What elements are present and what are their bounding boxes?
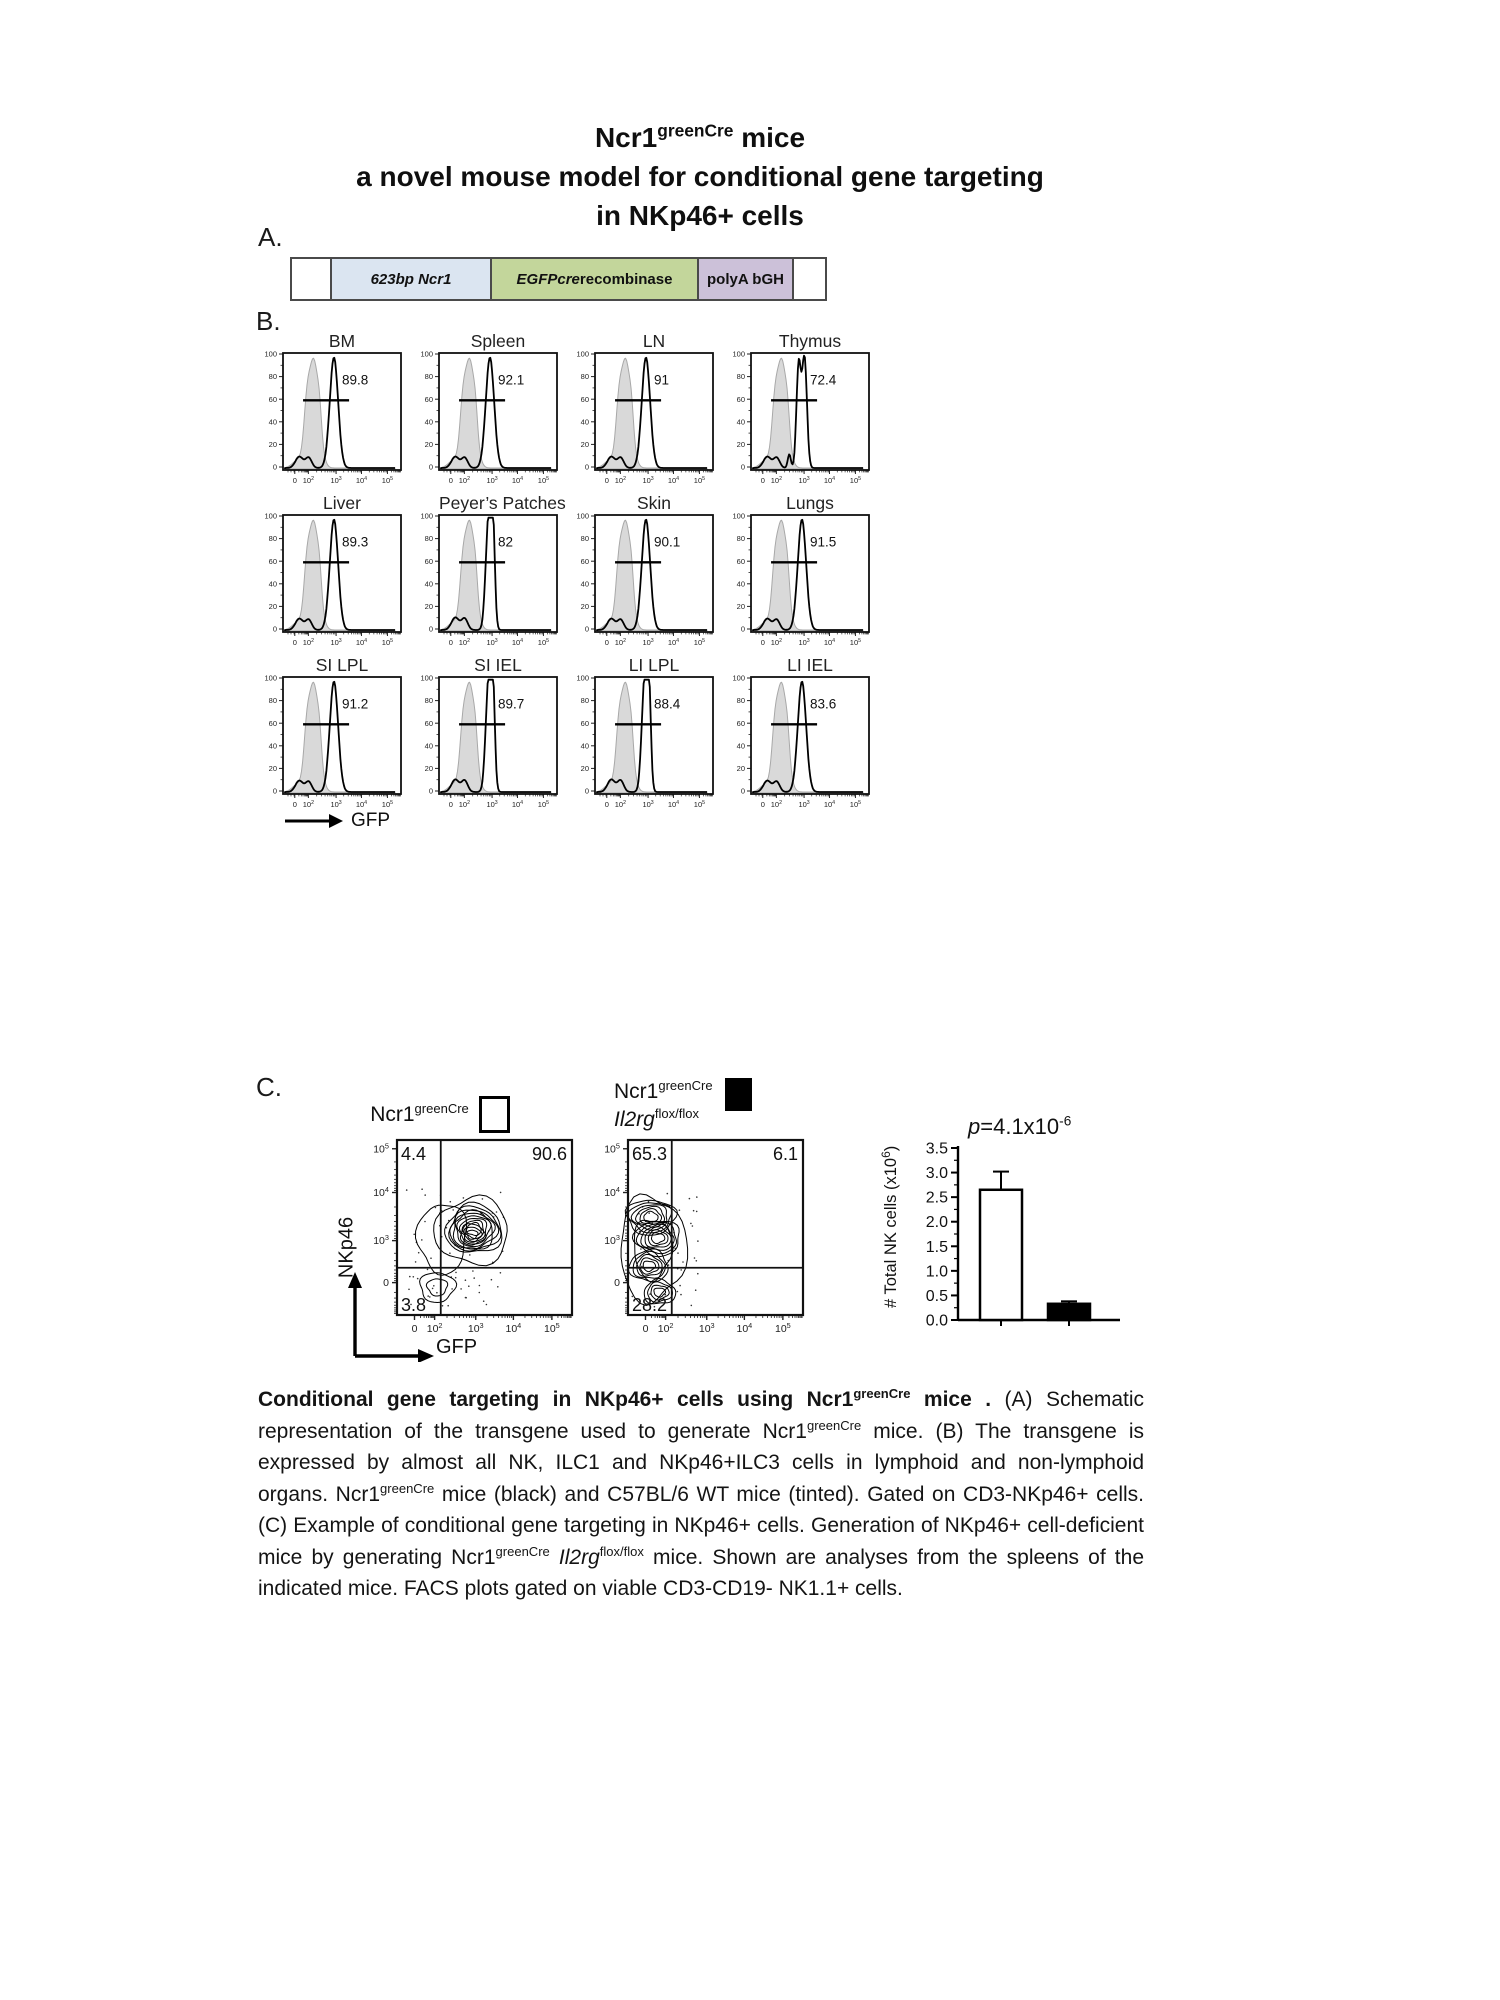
tick-label: $10^4$ [373,1185,389,1199]
histogram-li-lpl [565,655,717,809]
svg-text:40: 40 [424,579,433,589]
tick-label: 0 [604,800,609,809]
tick-label: $10^5$ [381,476,394,485]
tick-label: $10^5$ [381,800,394,809]
tick-label: $10^4$ [823,476,836,485]
tick-label: $10^2$ [458,800,471,809]
tick-label: $10^3$ [330,800,342,809]
histogram-svg [565,675,717,817]
svg-text:20: 20 [580,764,589,773]
bar-y-tick: 3.0 [925,1165,948,1183]
svg-text:80: 80 [736,372,745,382]
svg-text:80: 80 [424,372,433,382]
svg-text:0: 0 [428,624,433,634]
title-line-1: $Ncr1^{greenCre}$ mice [594,120,806,153]
bar-y-tick: 1.0 [925,1263,948,1281]
gate-percentage: 82 [498,534,514,550]
histogram-svg [721,351,873,493]
svg-text:0: 0 [428,786,433,796]
histogram-svg [253,351,405,493]
gfp-label-b: GFP [351,810,391,831]
svg-text:100: 100 [264,675,277,683]
gate-percentage: 91 [654,372,670,388]
tissue-title: Skin [636,493,672,513]
svg-text:20: 20 [424,764,433,773]
tick-label: $10^4$ [667,638,680,647]
gfp-label-c: GFP [436,1336,478,1358]
tick-label: $10^3$ [486,638,498,647]
histogram-lungs [721,493,873,647]
svg-text:40: 40 [580,579,589,589]
svg-text:100: 100 [420,513,433,521]
tick-label: $10^2$ [614,476,627,485]
tick-label: $10^5$ [693,476,706,485]
panel-b-label: B. [256,306,281,336]
svg-text:60: 60 [424,556,433,566]
tick-label: $10^5$ [373,1141,389,1156]
tick-label: $10^2$ [458,638,471,647]
histogram-li-iel [721,655,873,809]
histogram-spleen [409,331,561,485]
tick-label: $10^4$ [505,1321,522,1335]
tick-label: $10^5$ [537,638,550,647]
svg-text:0: 0 [584,624,589,634]
svg-text:80: 80 [424,534,433,544]
tissue-title: Peyer’s Patches [439,493,566,513]
bar-y-tick: 2.5 [925,1189,948,1207]
tissue-title: SI IEL [474,655,522,675]
tick-label: 0 [448,476,453,485]
svg-text:80: 80 [580,534,589,544]
quadrant-upper-left: 4.4 [401,1144,427,1164]
svg-text:20: 20 [580,440,589,449]
svg-text:60: 60 [424,394,433,404]
figure-title [0,118,1400,235]
svg-text:20: 20 [736,440,745,449]
gate-percentage: 91.5 [810,534,837,550]
svg-text:80: 80 [736,696,745,706]
panel-a-label: A. [258,222,283,252]
facs-title-ncr1greencre [340,1096,540,1133]
histogram-si-lpl [253,655,405,809]
wt-distribution [285,520,395,631]
svg-text:40: 40 [580,741,589,751]
wt-distribution [597,358,707,469]
svg-text:100: 100 [420,351,433,359]
tick-label: $10^3$ [798,638,810,647]
gfp-axis-label-panel-b [283,810,390,832]
tick-label: $10^2$ [770,476,783,485]
tissue-title: LN [642,331,666,351]
wt-distribution [597,520,707,631]
histogram-si-iel [409,655,561,809]
svg-text:0: 0 [740,462,745,472]
svg-text:60: 60 [268,718,277,728]
svg-text:100: 100 [732,351,745,359]
svg-text:40: 40 [736,741,745,751]
transgene-construct-diagram [290,257,827,301]
tick-label: 0 [760,800,765,809]
tissue-title: Thymus [778,331,842,351]
tick-label: $10^5$ [849,638,862,647]
tick-label: $10^4$ [667,800,680,809]
tick-label: $10^2$ [770,800,783,809]
facs-title-ncr1greencre-il2rg [614,1078,752,1134]
histogram-svg [253,513,405,655]
tissue-title: BM [328,331,356,351]
axis-corner-arrows-icon [346,1270,446,1362]
svg-text:80: 80 [268,696,277,706]
tissue-title: LI IEL [787,655,833,675]
svg-text:20: 20 [424,602,433,611]
quadrant-lower-left: 28.2 [632,1295,668,1315]
tick-label: $10^3$ [642,638,654,647]
gate-percentage: 92.1 [498,372,525,388]
tick-label: 0 [642,1323,649,1335]
tick-label: $10^4$ [355,476,368,485]
histogram-svg [409,351,561,493]
histogram-skin [565,493,717,647]
svg-text:100: 100 [264,351,277,359]
tick-label: $10^3$ [798,800,810,809]
tick-label: 0 [760,476,765,485]
tick-label: $10^5$ [381,638,394,647]
svg-text:20: 20 [736,764,745,773]
svg-text:40: 40 [580,417,589,427]
svg-text:40: 40 [268,579,277,589]
facs-plot-2-svg [581,1136,816,1348]
construct-segment-1: 623bp Ncr1 [330,259,490,299]
bar-ncr1greencre [980,1190,1022,1320]
tick-label: $10^3$ [486,800,498,809]
tick-label: $10^3$ [486,476,498,485]
tick-label: $10^2$ [302,800,315,809]
svg-text:100: 100 [732,675,745,683]
tick-label: 0 [292,476,297,485]
tick-label: 0 [448,638,453,647]
tick-label: 0 [614,1277,620,1290]
bar-y-tick: 1.5 [925,1238,948,1256]
tick-label: $10^2$ [302,476,315,485]
histogram-peyer-s-patches [409,493,566,647]
svg-text:20: 20 [268,440,277,449]
svg-text:60: 60 [736,394,745,404]
histogram-svg [253,675,405,817]
tick-label: $10^4$ [604,1185,620,1199]
tick-label: $10^4$ [511,800,524,809]
bar-ncr1greencre-il2rg [1048,1304,1090,1320]
svg-text:40: 40 [268,417,277,427]
wt-distribution [441,358,551,469]
svg-text:80: 80 [268,534,277,544]
svg-text:0: 0 [272,786,277,796]
gate-percentage: 90.1 [654,534,681,550]
wt-distribution [753,682,863,793]
histogram-ln [565,331,717,485]
tick-label: $10^5$ [693,638,706,647]
tissue-title: Spleen [470,331,526,351]
svg-text:100: 100 [420,675,433,683]
construct-segment-4 [792,259,825,299]
svg-text:60: 60 [736,556,745,566]
open-square-legend-swatch [479,1096,510,1133]
tick-label: $10^4$ [355,638,368,647]
svg-text:60: 60 [580,718,589,728]
tick-label: $10^2$ [614,638,627,647]
tick-label: $10^5$ [604,1141,620,1156]
svg-text:80: 80 [424,696,433,706]
histogram-thymus [721,331,873,485]
tick-label: $10^2$ [458,476,471,485]
tick-label: $10^5$ [849,800,862,809]
panel-c-label: C. [256,1072,282,1102]
bar-y-tick: 0.0 [925,1312,948,1330]
tissue-title: Liver [323,493,361,513]
tick-label: $10^2$ [614,800,627,809]
svg-text:0: 0 [740,624,745,634]
svg-text:40: 40 [424,417,433,427]
svg-text:80: 80 [736,534,745,544]
bar-chart-svg [880,1112,1150,1347]
svg-text:60: 60 [580,556,589,566]
svg-text:60: 60 [424,718,433,728]
title-line-2: a novel mouse model for conditional gene targeting [356,161,1044,192]
tick-label: $10^4$ [355,800,368,809]
gate-percentage: 83.6 [810,696,837,712]
gate-percentage: 89.3 [342,534,369,550]
svg-text:20: 20 [580,602,589,611]
tick-label: $10^3$ [373,1233,389,1248]
svg-text:80: 80 [580,372,589,382]
filled-square-legend-swatch [725,1078,752,1111]
quadrant-upper-right: 90.6 [531,1144,567,1164]
tick-label: $10^3$ [604,1233,620,1248]
tissue-title: Lungs [786,493,834,513]
svg-text:80: 80 [268,372,277,382]
tick-label: 0 [411,1323,418,1335]
svg-text:60: 60 [580,394,589,404]
svg-text:100: 100 [576,351,589,359]
nkp46-axis-label: NKp46 [335,1216,358,1279]
tick-label: $10^2$ [657,1321,674,1335]
gate-percentage: 89.8 [342,372,369,388]
tick-label: $10^5$ [849,476,862,485]
tick-label: $10^5$ [693,800,706,809]
construct-segment-2: EGFPcre recombinase [490,259,697,299]
facs-title-2-line-1: $Ncr1^{greenCre}$ [614,1078,713,1103]
tick-label: $10^4$ [511,476,524,485]
svg-text:40: 40 [736,579,745,589]
tick-label: 0 [604,638,609,647]
facs-plot-ncr1greencre-il2rg [581,1136,816,1353]
tick-label: $10^3$ [798,476,810,485]
quadrant-upper-right: 6.1 [772,1144,798,1164]
histogram-liver [253,493,405,647]
svg-text:100: 100 [576,675,589,683]
histogram-svg [721,513,873,655]
svg-text:80: 80 [580,696,589,706]
tick-label: 0 [760,638,765,647]
tick-label: 0 [383,1277,389,1290]
svg-text:40: 40 [736,417,745,427]
quadrant-lower-left: 3.8 [401,1295,427,1315]
svg-text:20: 20 [736,602,745,611]
tick-label: $10^2$ [426,1321,443,1335]
construct-segment-0 [292,259,330,299]
wt-distribution [285,682,395,793]
svg-text:60: 60 [268,556,277,566]
histogram-svg [565,351,717,493]
tick-label: $10^2$ [302,638,315,647]
facs-title-1-text: $Ncr1^{greenCre}$ [370,1100,469,1126]
wt-distribution [285,358,395,469]
tissue-title: SI LPL [315,655,369,675]
histogram-svg [721,675,873,817]
right-arrow-icon [283,812,343,830]
tick-label: $10^3$ [698,1321,715,1335]
figure-caption: Conditional gene targeting in NKp46+ cells using $Ncr1^{greenCre}$ mice . (A) Schematic representation of the transgene used to generate $Ncr1^{greenCre}$ mice. (B) The transgene is expressed by almost all NK, ILC1 and NKp46+ILC3 cells in lymphoid and non-lymphoid organs. $Ncr1^{greenCre}$ mice (black) and C57BL/6 WT mice (tinted). Gated on CD3-NKp46+ cells. (C) Example of conditional gene targeting in NKp46+ cells. Generation of NKp46+ cell-deficient mice by generating $Ncr1^{greenCre}$ $Il2rg^{flox/flox}$ mice. Shown are analyses from the spleens of the indicated mice. FACS plots gated on viable CD3-CD19- NK1.1+ cells. [258,1386,1145,1600]
tissue-title: LI LPL [628,655,680,675]
tick-label: $10^3$ [642,476,654,485]
svg-text:60: 60 [268,394,277,404]
tick-label: $10^3$ [642,800,654,809]
svg-text:20: 20 [424,440,433,449]
nk-cell-count-bar-chart [880,1112,1150,1352]
gate-percentage: 88.4 [654,696,681,712]
tick-label: $10^4$ [667,476,680,485]
svg-text:0: 0 [428,462,433,472]
svg-text:20: 20 [268,602,277,611]
svg-text:60: 60 [736,718,745,728]
histogram-svg [565,513,717,655]
tick-label: $10^4$ [823,800,836,809]
histogram-bm [253,331,405,485]
bar-y-tick: 0.5 [925,1287,948,1305]
tick-label: $10^4$ [511,638,524,647]
tick-label: $10^5$ [774,1321,791,1335]
construct-segment-3: polyA bGH [697,259,792,299]
wt-distribution [753,520,863,631]
svg-text:0: 0 [272,624,277,634]
svg-text:100: 100 [732,513,745,521]
tick-label: $10^5$ [537,800,550,809]
bar-y-tick: 3.5 [925,1140,948,1158]
svg-text:0: 0 [272,462,277,472]
svg-text:40: 40 [424,741,433,751]
svg-text:40: 40 [268,741,277,751]
tick-label: $10^3$ [330,638,342,647]
tick-label: $10^5$ [543,1321,560,1335]
tick-label: 0 [292,800,297,809]
gate-percentage: 91.2 [342,696,369,712]
svg-text:20: 20 [268,764,277,773]
bar-y-axis-label: # Total NK cells $(x10^6)$ [880,1145,900,1308]
tick-label: $10^4$ [736,1321,753,1335]
p-value-annotation: $p=4.1x10^{-6}$ [968,1113,1072,1139]
svg-text:0: 0 [584,462,589,472]
tick-label: $10^3$ [467,1321,484,1335]
quadrant-upper-left: 65.3 [632,1144,668,1164]
tick-label: 0 [604,476,609,485]
tick-label: $10^4$ [823,638,836,647]
histogram-svg [409,675,561,817]
tick-label: $10^5$ [537,476,550,485]
svg-text:100: 100 [576,513,589,521]
tick-label: 0 [448,800,453,809]
tick-label: $10^3$ [330,476,342,485]
facs-title-2-line-2: $Il2rg^{flox/flox}$ [614,1106,699,1131]
svg-text:100: 100 [264,513,277,521]
histogram-svg [409,513,561,655]
tick-label: 0 [292,638,297,647]
title-line-3: in NKp46+ cells [596,200,804,231]
gate-percentage: 89.7 [498,696,525,712]
svg-text:0: 0 [584,786,589,796]
svg-text:0: 0 [740,786,745,796]
bar-y-tick: 2.0 [925,1214,948,1232]
gate-percentage: 72.4 [810,372,837,388]
tick-label: $10^2$ [770,638,783,647]
